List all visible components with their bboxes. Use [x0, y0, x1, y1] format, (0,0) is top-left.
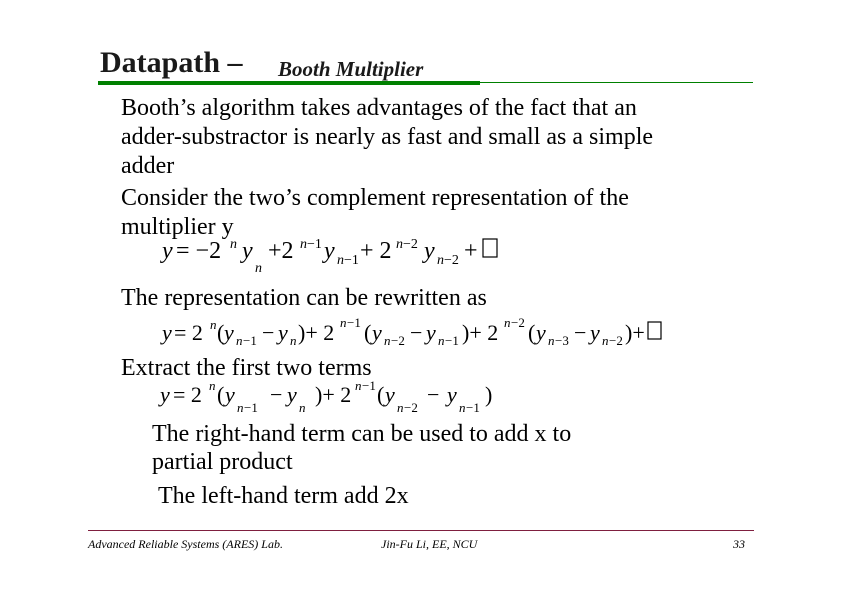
svg-text:−: − — [410, 320, 423, 345]
svg-text:−3: −3 — [555, 333, 569, 348]
svg-text:(: ( — [217, 382, 225, 407]
svg-text:−2: −2 — [511, 315, 525, 330]
equation-rewritten — [152, 312, 672, 352]
svg-text:(: ( — [528, 320, 536, 345]
svg-text:+: + — [464, 238, 478, 264]
paragraph-extract: Extract the first two terms — [121, 355, 372, 381]
slide-subtitle: Booth Multiplier — [278, 57, 424, 81]
svg-text:y: y — [424, 238, 435, 264]
svg-text:−: − — [270, 382, 283, 407]
svg-text:n: n — [299, 400, 306, 415]
equation-twos-complement — [162, 228, 522, 278]
svg-text:−1: −1 — [344, 253, 359, 268]
svg-text:y: y — [278, 320, 288, 345]
footer-lab-name: Advanced Reliable Systems (ARES) Lab. — [88, 537, 283, 551]
svg-text:= 2: = 2 — [174, 320, 203, 345]
svg-text:n: n — [337, 253, 344, 268]
svg-text:n: n — [300, 237, 307, 252]
paragraph-right-hand-term — [152, 420, 571, 476]
svg-text:−1: −1 — [307, 237, 322, 252]
svg-text:y: y — [447, 382, 457, 407]
svg-text:y: y — [225, 382, 235, 407]
paragraph-line: partial product — [152, 449, 293, 475]
svg-text:−2: −2 — [403, 237, 418, 252]
paragraph-line: multiplier y — [121, 214, 234, 240]
svg-text:n: n — [236, 333, 243, 348]
svg-text:n: n — [355, 378, 362, 393]
svg-text:): ) — [485, 382, 493, 407]
slide-title: Datapath – — [100, 46, 243, 79]
svg-text:y: y — [590, 320, 600, 345]
svg-text:)+ 2: )+ 2 — [315, 382, 352, 407]
page-number: 33 — [733, 537, 745, 551]
paragraph-line: adder-substractor is nearly as fast and small as a simple — [121, 124, 654, 150]
partial-line: The representation can be rewritten as — [121, 285, 487, 311]
svg-text:n: n — [548, 333, 555, 348]
svg-text:)+: )+ — [625, 320, 645, 345]
svg-text:−: − — [427, 382, 440, 407]
svg-text:−1: −1 — [244, 400, 258, 415]
footer-author: Jin-Fu Li, EE, NCU — [381, 537, 478, 551]
svg-text:y: y — [536, 320, 546, 345]
svg-text:y: y — [324, 238, 335, 264]
svg-text:)+ 2: )+ 2 — [298, 320, 335, 345]
svg-text:y: y — [224, 320, 234, 345]
svg-text:y: y — [287, 382, 297, 407]
svg-text:n: n — [397, 400, 404, 415]
svg-text:n: n — [209, 378, 216, 393]
svg-text:(: ( — [377, 382, 385, 407]
svg-text:−1: −1 — [362, 378, 376, 393]
svg-text:= −2: = −2 — [176, 238, 222, 264]
svg-text:−2: −2 — [444, 253, 459, 268]
svg-text:n: n — [437, 253, 444, 268]
svg-text:y: y — [162, 320, 172, 345]
svg-text:y: y — [160, 382, 170, 407]
svg-text:n: n — [384, 333, 391, 348]
svg-text:n: n — [504, 315, 511, 330]
svg-text:−2: −2 — [404, 400, 418, 415]
svg-text:−1: −1 — [347, 315, 361, 330]
svg-text:n: n — [602, 333, 609, 348]
svg-text:−: − — [574, 320, 587, 345]
svg-text:y: y — [372, 320, 382, 345]
paragraph-line: Consider the two’s complement representation of the — [121, 185, 629, 211]
svg-text:n: n — [210, 317, 217, 332]
svg-text:n: n — [396, 237, 403, 252]
svg-text:−2: −2 — [391, 333, 405, 348]
svg-text:n: n — [459, 400, 466, 415]
svg-text:−1: −1 — [243, 333, 257, 348]
footer-divider — [88, 530, 754, 531]
svg-text:−: − — [262, 320, 275, 345]
svg-text:)+ 2: )+ 2 — [462, 320, 499, 345]
svg-text:+2: +2 — [268, 238, 294, 264]
svg-text:y: y — [385, 382, 395, 407]
svg-text:+ 2: + 2 — [360, 238, 392, 264]
svg-text:n: n — [438, 333, 445, 348]
svg-text:−1: −1 — [466, 400, 480, 415]
paragraph-booth-intro — [121, 94, 653, 181]
paragraph-line: The right-hand term can be used to add x to — [152, 421, 572, 447]
svg-text:n: n — [237, 400, 244, 415]
svg-text:y: y — [426, 320, 436, 345]
svg-text:(: ( — [364, 320, 372, 345]
svg-text:n: n — [290, 333, 297, 348]
paragraph-line: Booth’s algorithm takes advantages of the fact that an — [121, 95, 637, 121]
svg-text:(: ( — [217, 320, 225, 345]
paragraph-line: adder — [121, 153, 175, 179]
equation-first-two-terms — [155, 372, 515, 420]
title-divider — [98, 81, 480, 85]
svg-text:= 2: = 2 — [173, 382, 202, 407]
svg-text:n: n — [255, 261, 262, 276]
svg-text:y: y — [242, 238, 253, 264]
paragraph-left-hand-term: The left-hand term add 2x — [158, 483, 409, 509]
svg-text:y: y — [162, 238, 173, 264]
svg-text:n: n — [230, 237, 237, 252]
svg-text:−2: −2 — [609, 333, 623, 348]
svg-text:−1: −1 — [445, 333, 459, 348]
svg-text:n: n — [340, 315, 347, 330]
